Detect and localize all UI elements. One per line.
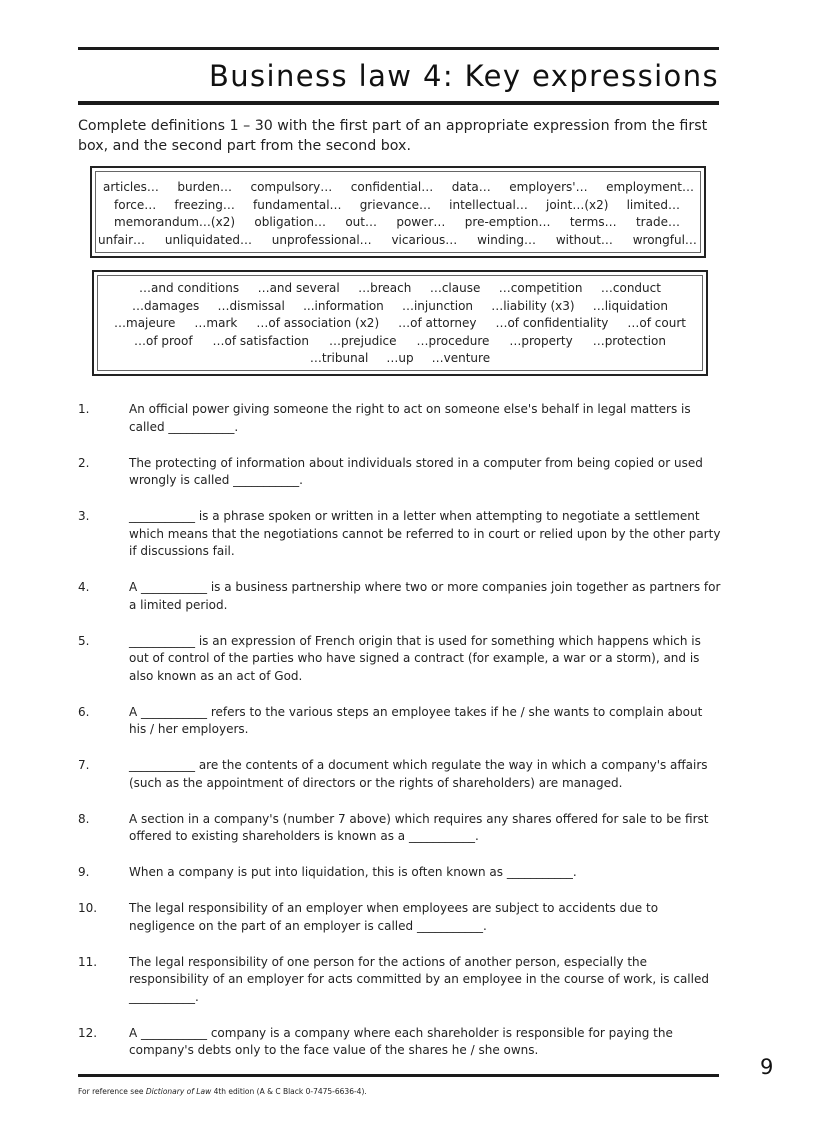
word-item: grievance… [359,197,431,212]
definition-text: An official power giving someone the right to act on someone else's behalf in legal matters is called ___________. [129,402,691,434]
footer-prefix: For reference see [78,1087,146,1096]
word-item: …of association (x2) [256,316,380,330]
definition-item [78,1025,723,1060]
word-item: obligation… [254,215,326,229]
word-item: trade… [635,215,680,229]
word-item: …conduct [600,281,661,295]
word-item: …breach [358,281,412,295]
word-item: …of confidentiality [495,316,609,330]
definition-item [78,757,723,792]
word-item: …venture [431,351,491,365]
word-item: …injunction [401,298,474,313]
top-rule [78,47,719,50]
definition-item [78,508,723,561]
definition-number: 6. [78,704,90,719]
word-item: …protection [592,333,666,348]
word-item: unliquidated… [164,232,252,247]
word-item: employers'… [509,180,588,194]
word-item: fundamental… [253,197,342,212]
definition-item [78,811,723,846]
definition-number: 8. [78,811,90,826]
definition-item [78,455,723,490]
word-item: …mark [194,316,238,330]
word-item: freezing… [174,197,235,212]
definition-number: 1. [78,402,90,416]
page-number: 9 [760,1055,774,1079]
word-item: without… [555,232,613,247]
word-item: …damages [132,298,200,313]
definition-text: The legal responsibility of one person for the actions of another person, especially the responsibility of an employer for acts committed by an employee in the course of work, is called ___________. [129,954,709,1004]
word-row [103,179,694,195]
definition-item [78,704,723,739]
definition-text: The protecting of information about individuals stored in a computer from being copied or used wrongly is called ___________. [129,455,703,487]
word-item: …procedure [416,333,490,348]
footer-suffix: 4th edition (A & C Black 0-7475-6636-4). [211,1087,367,1096]
word-item: …and several [257,281,340,295]
definition-text: A ___________ company is a company where each shareholder is responsible for paying the company's debts only to the face value of the shares he / she owns. [129,1025,673,1057]
definition-item [78,633,723,686]
definition-number: 12. [78,1025,98,1040]
page-title: Business law 4: Key expressions [208,59,719,93]
word-row [94,350,706,366]
definition-number: 5. [78,633,90,648]
word-row [132,298,668,314]
word-item: limited… [626,197,680,212]
word-item: …of court [627,316,686,330]
instructions: Complete definitions 1 – 30 with the first part of an appropriate expression from the first box, and the second part from the second box. [78,118,708,154]
word-item: vicarious… [391,232,458,247]
word-item: ...information [303,298,384,313]
first-parts-box [90,166,706,258]
definition-item [78,579,723,614]
word-item: burden… [177,180,232,194]
word-item: pre-emption… [464,215,551,229]
word-item: intellectual… [449,197,528,212]
definition-number: 3. [78,509,90,523]
word-item: …tribunal [309,351,369,365]
word-item: wrongful… [632,232,697,247]
word-item: joint…(x2) [546,197,609,212]
definition-number: 11. [78,954,98,969]
word-row [139,280,661,296]
word-item: …property [509,333,573,348]
definition-text: A ___________ refers to the various steps an employee takes if he / she wants to complain about his / her employers. [129,704,703,736]
word-row [98,232,697,248]
word-row [114,197,680,213]
word-item: unprofessional… [271,232,372,247]
definition-text: When a company is put into liquidation, this is often known as ___________. [129,865,577,879]
word-item: power… [396,215,446,229]
bottom-rule [78,1074,719,1077]
word-item: unfair… [98,232,146,247]
word-item: winding… [477,232,537,247]
word-item: terms… [569,215,617,229]
definition-number: 10. [78,901,98,915]
word-item: …liquidation [592,298,668,313]
word-item: …of attorney [398,316,477,330]
word-item: …of satisfaction [212,333,309,348]
word-item: confidential… [350,180,434,194]
definition-text: A ___________ is a business partnership where two or more companies join together as partners for a limited period. [129,580,721,612]
definition-item [78,954,723,1007]
definition-text: ___________ is a phrase spoken or written in a letter when attempting to negotiate a settlement which means that the negotiations cannot be referred to in court or relied upon by the other party if discussions fail. [129,509,721,558]
word-row [134,333,666,349]
definitions-list [78,401,723,1078]
word-item: …prejudice [328,333,397,348]
definition-item [78,864,723,882]
word-item: …up [386,351,414,365]
title-rule [78,101,719,105]
definition-text: A section in a company's (number 7 above) which requires any shares offered for sale to be first offered to existing shareholders is known as a ___________. [129,811,709,843]
word-item: …competition [498,281,583,295]
word-item: data… [451,180,491,194]
definition-item [78,401,723,436]
word-item: …liability (x3) [491,298,575,313]
definition-number: 7. [78,758,90,772]
definition-text: ___________ are the contents of a document which regulate the way in which a company's affairs (such as the appointment of directors or the rights of shareholders) are managed. [129,758,708,790]
word-item: …and conditions [139,281,240,295]
footer-reference [78,1086,367,1098]
definition-number: 9. [78,865,90,879]
word-item: …majeure [114,316,176,330]
word-item: …clause [429,281,481,295]
definition-text: ___________ is an expression of French origin that is used for something which happens which is out of control of the parties who have signed a contract (for example, a war or a storm), and is also known as an act of God. [129,633,701,683]
definition-item [78,900,723,935]
second-parts-box [92,270,708,376]
definition-number: 2. [78,455,90,470]
word-item: force… [114,197,157,212]
definition-number: 4. [78,580,90,594]
word-item: employment… [606,180,694,194]
word-item: out… [345,215,377,229]
word-item: compulsory… [250,180,333,194]
word-item: memorandum…(x2) [114,215,236,229]
word-row [114,315,686,331]
word-item: articles… [103,180,159,194]
word-item: …dismissal [217,298,285,313]
word-row [114,214,680,230]
word-item: …of proof [134,333,193,348]
definition-text: The legal responsibility of an employer when employees are subject to accidents due to negligence on the part of an employer is called ___________. [129,901,659,933]
footer-book-title: Dictionary of Law [145,1087,212,1096]
